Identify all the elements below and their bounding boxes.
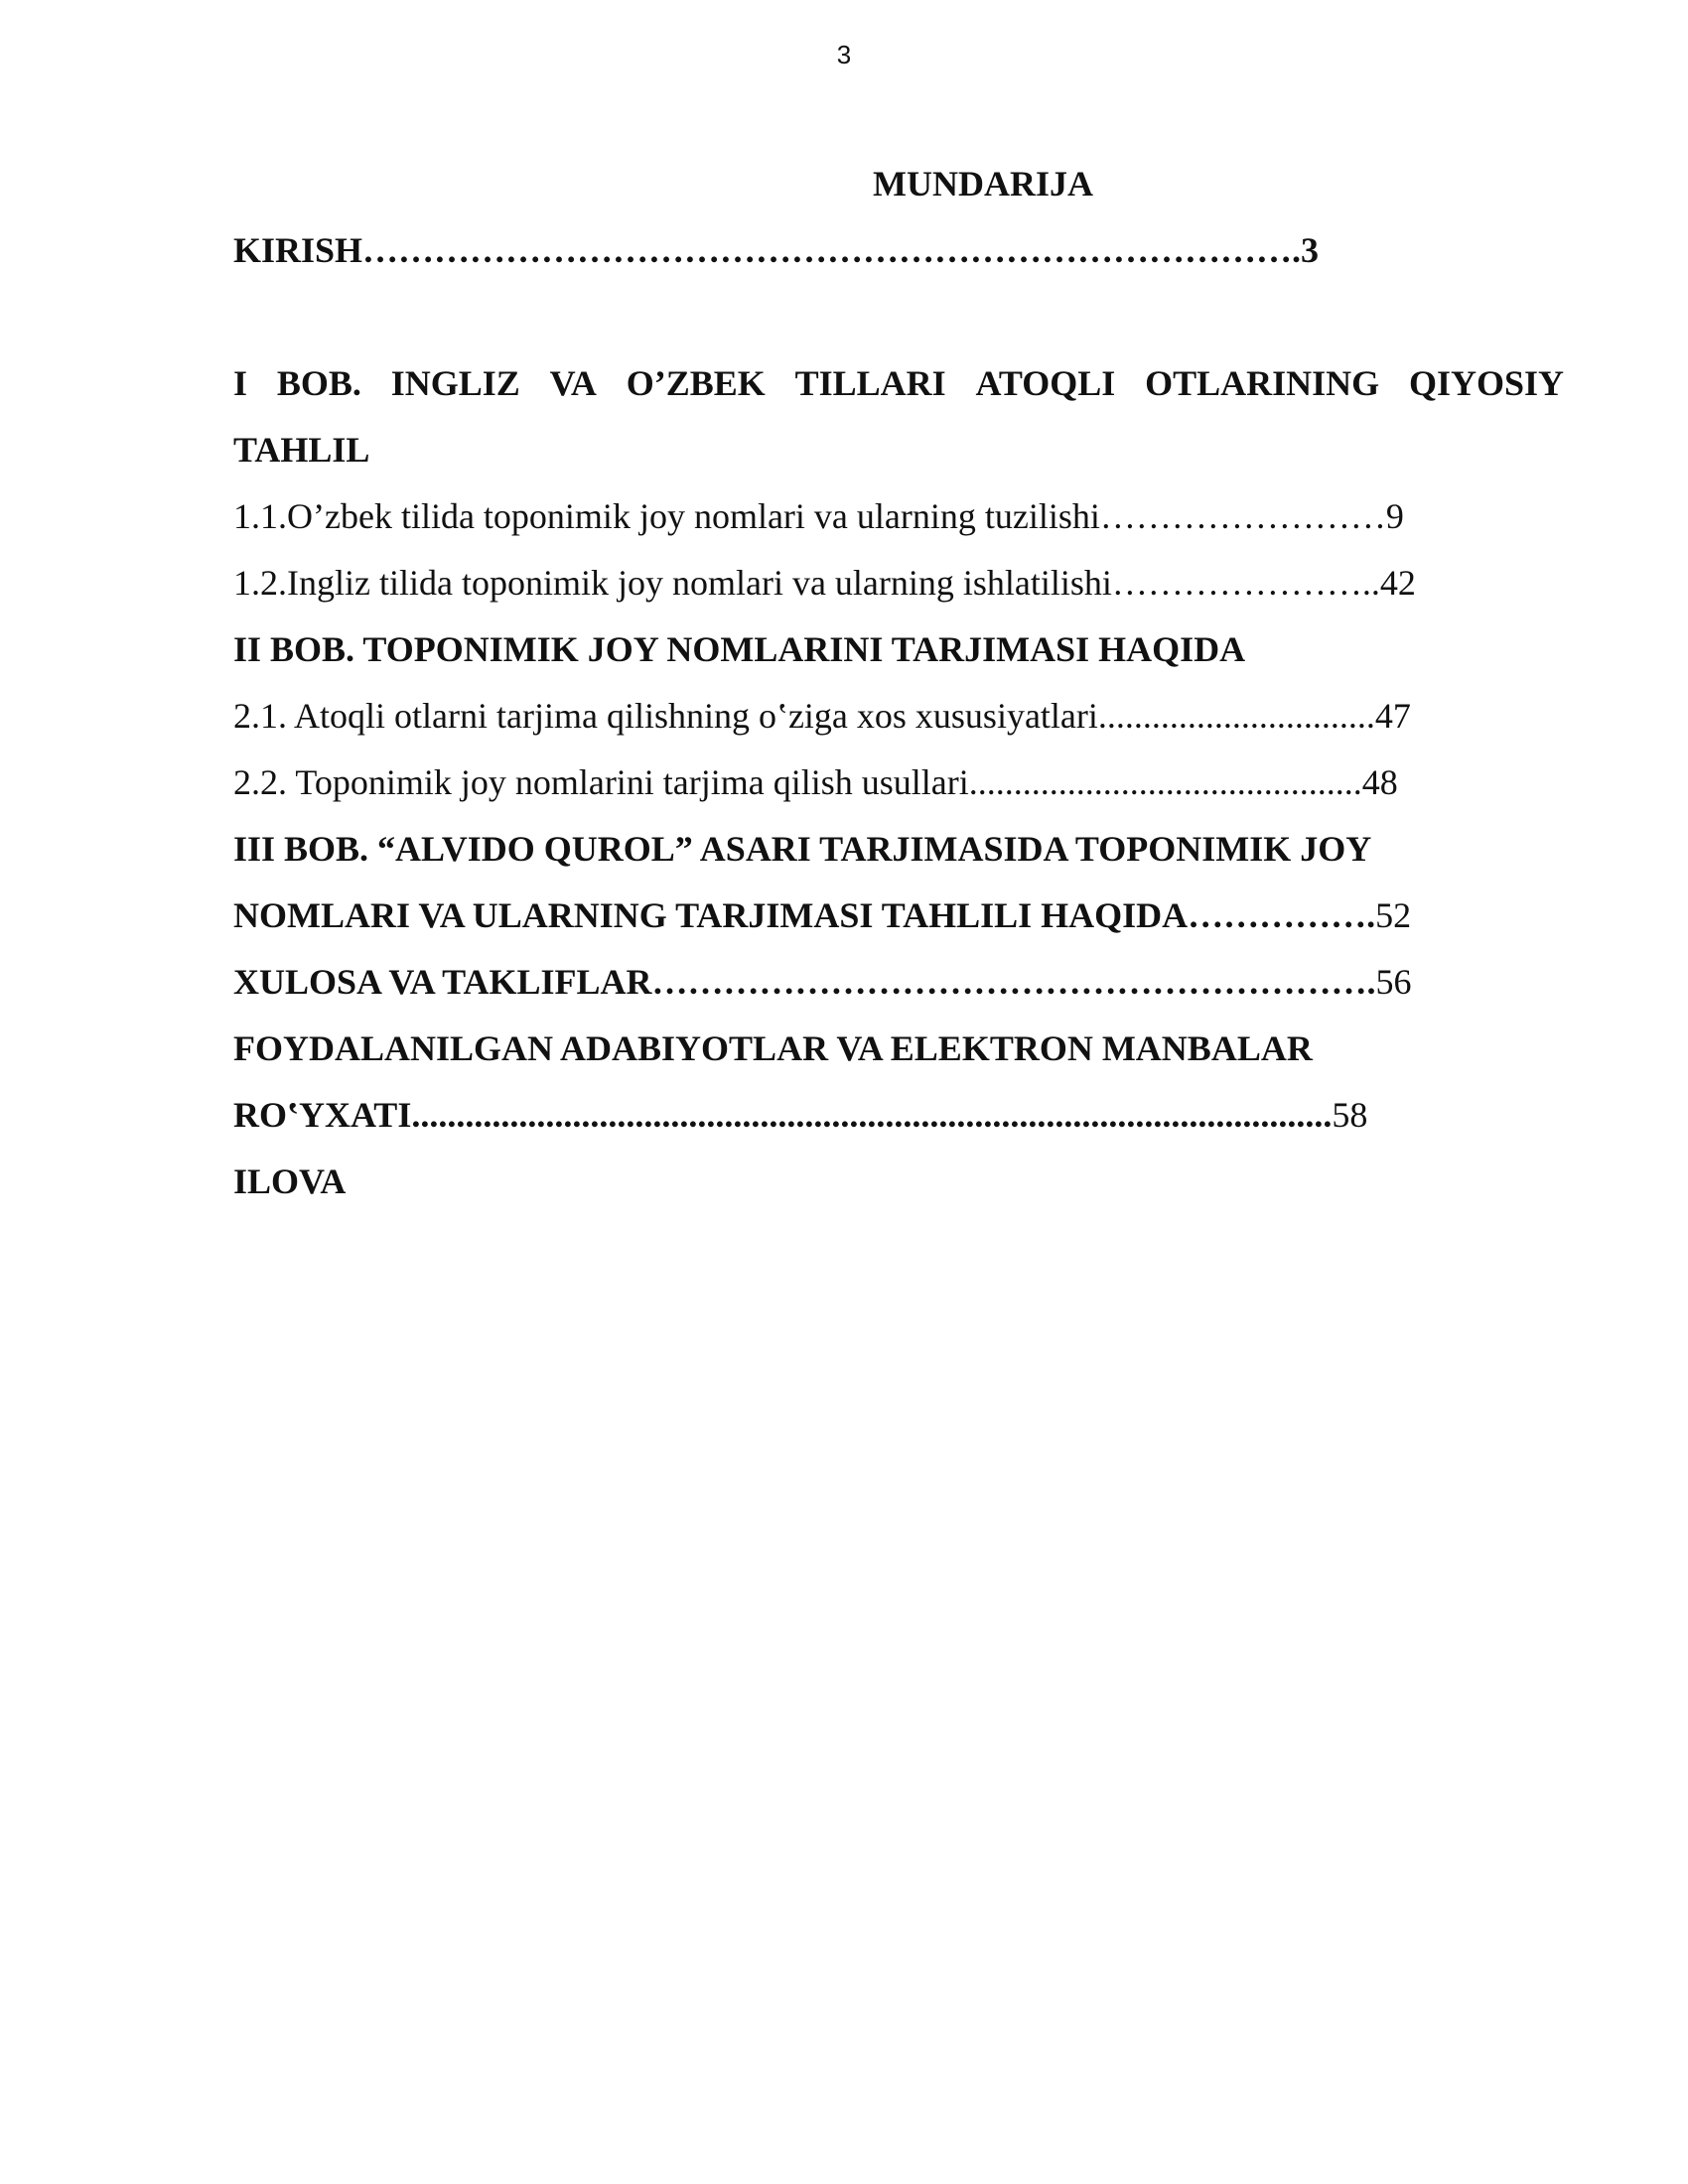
bob1-word: INGLIZ — [390, 363, 520, 403]
toc-entry-1-1: 1.1.O’zbek tilida toponimik joy nomlari va ularning tuzilishi……………………9 — [233, 496, 1404, 536]
bob3-page-number: 52 — [1375, 895, 1412, 935]
toc-entry-2-1: 2.1. Atoqli otlarni tarjima qilishning oʽziga xos xususiyatlari...............................47 — [233, 696, 1411, 736]
foydalanilgan-page-number: 58 — [1332, 1095, 1368, 1135]
toc-entry-foydalanilgan-line2 — [233, 1082, 1564, 1149]
bob1-word: BOB. — [276, 363, 361, 403]
bob1-word: QIYOSIY — [1408, 363, 1564, 403]
xulosa-text: XULOSA VA TAKLIFLAR……………………………………………………. — [233, 962, 1376, 1002]
blank-line — [233, 284, 1564, 350]
toc-entry-kirish: KIRISH…………………………………………………………………….3 — [233, 230, 1320, 270]
bob3-line2-text: NOMLARI VA ULARNING TARJIMASI TAHLILI HAQIDA……………. — [233, 895, 1376, 935]
toc-entry-bob1-heading-line2: TAHLIL — [233, 430, 370, 470]
bob1-word: I — [233, 363, 248, 403]
toc-entry-bob2-heading: II BOB. TOPONIMIK JOY NOMLARINI TARJIMASI HAQIDA — [233, 629, 1246, 669]
toc-title: MUNDARIJA — [873, 164, 1093, 204]
page-number: 3 — [836, 40, 852, 69]
table-of-contents — [233, 151, 1564, 1215]
bob1-word: OTLARINING — [1145, 363, 1380, 403]
toc-entry-2-2: 2.2. Toponimik joy nomlarini tarjima qilish usullari............................................48 — [233, 762, 1398, 802]
bob1-word: VA — [549, 363, 597, 403]
toc-entry-ilova: ILOVA — [233, 1161, 347, 1201]
bob1-word: O’ZBEK — [626, 363, 766, 403]
bob1-word: TILLARI — [794, 363, 946, 403]
toc-entry-1-2: 1.2.Ingliz tilida toponimik joy nomlari va ularning ishlatilishi…………………..42 — [233, 563, 1416, 603]
toc-entry-bob3-heading-line1: III BOB. “ALVIDO QUROL” ASARI TARJIMASIDA TOPONIMIK JOY — [233, 829, 1372, 869]
foydalanilgan-line2-text: ROʽYXATI....................................................................................................... — [233, 1095, 1333, 1135]
toc-entry-xulosa — [233, 949, 1564, 1016]
xulosa-page-number: 56 — [1375, 962, 1412, 1002]
bob1-word: ATOQLI — [975, 363, 1116, 403]
toc-entry-foydalanilgan-line1: FOYDALANILGAN ADABIYOTLAR VA ELEKTRON MANBALAR — [233, 1028, 1313, 1068]
toc-entry-bob1-heading-line1 — [233, 350, 1564, 417]
toc-entry-bob3-heading-line2 — [233, 883, 1564, 949]
